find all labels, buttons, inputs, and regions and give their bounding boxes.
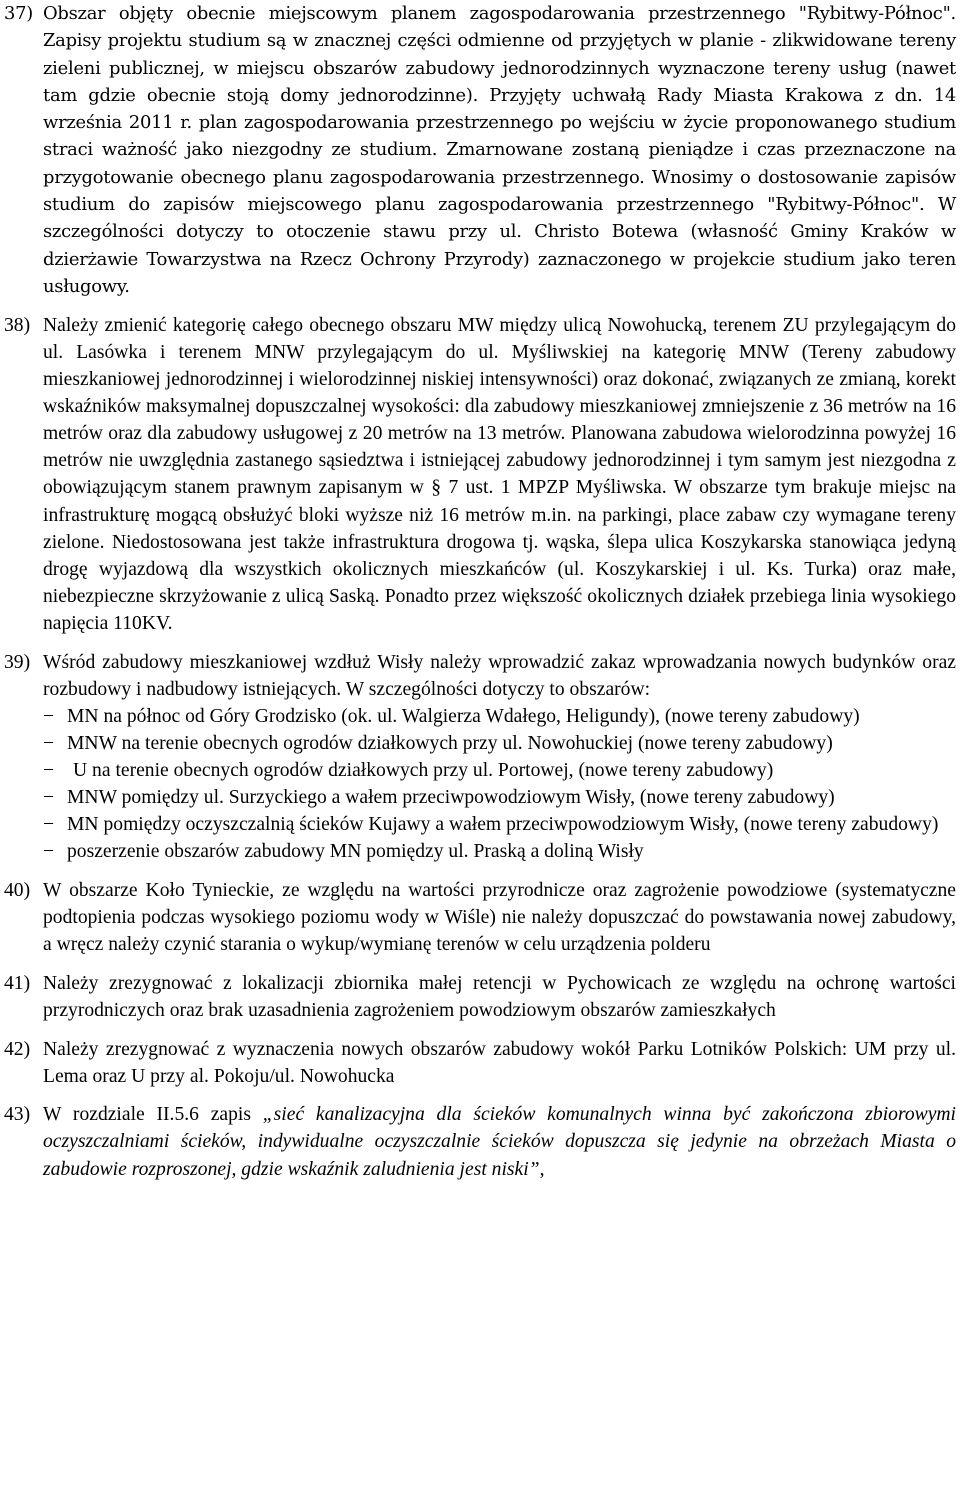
item-42 — [4, 1036, 956, 1090]
list-item: − MNW pomiędzy ul. Surzyckiego a wałem przeciwpowodziowym Wisły, (nowe tereny zabudowy) — [43, 784, 956, 811]
item-text: Obszar objęty obecnie miejscowym planem zagospodarowania przestrzennego "Rybitwy-Północ". Zapisy projektu studium są w znacznej części odmienne od przyjętych w planie - zlikwidowane tereny zieleni publicznej, w miejscu obszarów zabudowy jednorodzinnych wyznaczone tereny usług (nawet tam gdzie obecnie stoją domy jednorodzinne). Przyjęty uchwałą Rady Miasta Krakowa z dn. 14 września 2011 r. plan zagospodarowania przestrzennego po wejściu w życie proponowanego studium straci ważność jako niezgodny ze studium. Zmarnowane zostaną pieniądze i czas przeznaczone na przygotowanie obecnego planu zagospodarowania przestrzennego. Wnosimy o dostosowanie zapisów studium do zapisów miejscowego planu zagospodarowania przestrzennego "Rybitwy-Północ". W szczególności dotyczy to otoczenie stawu przy ul. Christo Botewa (własność Gminy Kraków w dzierżawie Towarzystwa na Rzecz Ochrony Przyrody) zaznaczonego w projekcie studium jako teren usługowy. — [43, 3, 956, 297]
item-text: W rozdziale II.5.6 zapis — [43, 1104, 263, 1126]
list-item: − poszerzenie obszarów zabudowy MN pomiędzy ul. Praską a doliną Wisły — [43, 838, 956, 865]
item-number: 37) — [4, 3, 33, 24]
item-number: 43) — [4, 1104, 31, 1126]
spacer — [4, 958, 956, 970]
item-41 — [4, 970, 956, 1024]
item-text-tail: , — [539, 1158, 545, 1180]
list-item: − MN na północ od Góry Grodzisko (ok. ul. Walgierza Wdałego, Heligundy), (nowe tereny zabudowy) — [43, 703, 956, 730]
item-number: 40) — [4, 879, 31, 901]
dash-bullet: − — [43, 814, 55, 836]
spacer — [4, 300, 956, 312]
dash-bullet: − — [43, 841, 55, 863]
item-text: Należy zmienić kategorię całego obecnego obszaru MW między ulicą Nowohucką, terenem ZU przylegającym do ul. Lasówka i terenem MNW przylegającym do ul. Myśliwskiej na kategorię MNW (Tereny zabudowy mieszkaniowej jednorodzinnej i wielorodzinnej niskiej intensywności) oraz dokonać, związanych ze zmianą, korekt wskaźników maksymalnej dopuszczalnej wysokości: dla zabudowy mieszkaniowej zmniejszenie z 36 metrów na 16 metrów oraz dla zabudowy usługowej z 20 metrów na 13 metrów. Planowana zabudowa wielorodzinna powyżej 16 metrów nie uwzględnia zastanego sąsiedztwa i istniejącej zabudowy jednorodzinnej i tym samym jest niezgodna z obowiązującym stanem prawnym zapisanym w § 7 ust. 1 MPZP Myśliwska. W obszarze tym brakuje miejsc na infrastrukturę mogącą obsłużyć bloki wyższe niż 16 metrów m.in. na parkingi, place zabaw czy wymagane tereny zielone. Niedostosowana jest także infrastruktura drogowa tj. wąska, ślepa ulica Koszykarska stanowiąca jedyną drogę wyjazdową dla wszystkich okolicznych mieszkańców (ul. Koszykarskiej i ul. Ks. Turka) oraz małe, niebezpieczne skrzyżowanie z ulicą Saską. Ponadto przez większość okolicznych działek przebiega linia wysokiego napięcia 110KV. — [43, 314, 956, 634]
spacer — [4, 1090, 956, 1102]
item-text: W obszarze Koło Tynieckie, ze względu na wartości przyrodnicze oraz zagrożenie powodziowe (systematyczne podtopienia podczas wysokiego poziomu wody w Wiśle) nie należy dopuszczać do powstawania nowej zabudowy, a wręcz należy czynić starania o wykup/wymianę terenów w celu urządzenia polderu — [43, 879, 956, 956]
list-item: − MNW na terenie obecnych ogrodów działkowych przy ul. Nowohuckiej (nowe tereny zabudowy) — [43, 730, 956, 757]
dash-bullet: − — [43, 732, 55, 754]
spacer — [4, 1024, 956, 1036]
bullet-list — [43, 703, 956, 866]
item-number: 42) — [4, 1038, 31, 1060]
item-39 — [4, 649, 956, 866]
dash-bullet: − — [43, 759, 55, 781]
dash-bullet: − — [43, 787, 55, 809]
item-number: 39) — [4, 651, 31, 673]
item-37 — [4, 0, 956, 300]
item-text: Należy zrezygnować z lokalizacji zbiornika małej retencji w Pychowicach ze względu na ochronę wartości przyrodniczych oraz brak uzasadnienia zagrożeniem powodziowym obszarów zamieszkałych — [43, 972, 956, 1021]
spacer — [4, 637, 956, 649]
dash-bullet: − — [43, 705, 55, 727]
item-38 — [4, 312, 956, 637]
item-40 — [4, 877, 956, 958]
item-number: 38) — [4, 314, 31, 336]
item-text: Wśród zabudowy mieszkaniowej wzdłuż Wisły należy wprowadzić zakaz wprowadzania nowych budynków oraz rozbudowy i nadbudowy istniejących. W szczególności dotyczy to obszarów: — [43, 651, 956, 700]
item-text: Należy zrezygnować z wyznaczenia nowych obszarów zabudowy wokół Parku Lotników Polskich: UM przy ul. Lema oraz U przy al. Pokoju/ul. Nowohucka — [43, 1038, 956, 1087]
item-number: 41) — [4, 972, 31, 994]
list-item: − MN pomiędzy oczyszczalnią ścieków Kujawy a wałem przeciwpowodziowym Wisły, (nowe tereny zabudowy) — [43, 811, 956, 838]
spacer — [4, 865, 956, 877]
quoted-text: „sieć kanalizacyjna dla ścieków komunalnych winna być zakończona zbiorowymi oczyszczalniami ścieków, indywidualne oczyszczalnie ścieków dopuszcza się jedynie na obrzeżach Miasta o zabudowie rozproszonej, gdzie wskaźnik zaludnienia jest niski” — [43, 1104, 957, 1180]
item-43 — [4, 1101, 956, 1182]
list-item: − U na terenie obecnych ogrodów działkowych przy ul. Portowej, (nowe tereny zabudowy) — [43, 757, 956, 784]
